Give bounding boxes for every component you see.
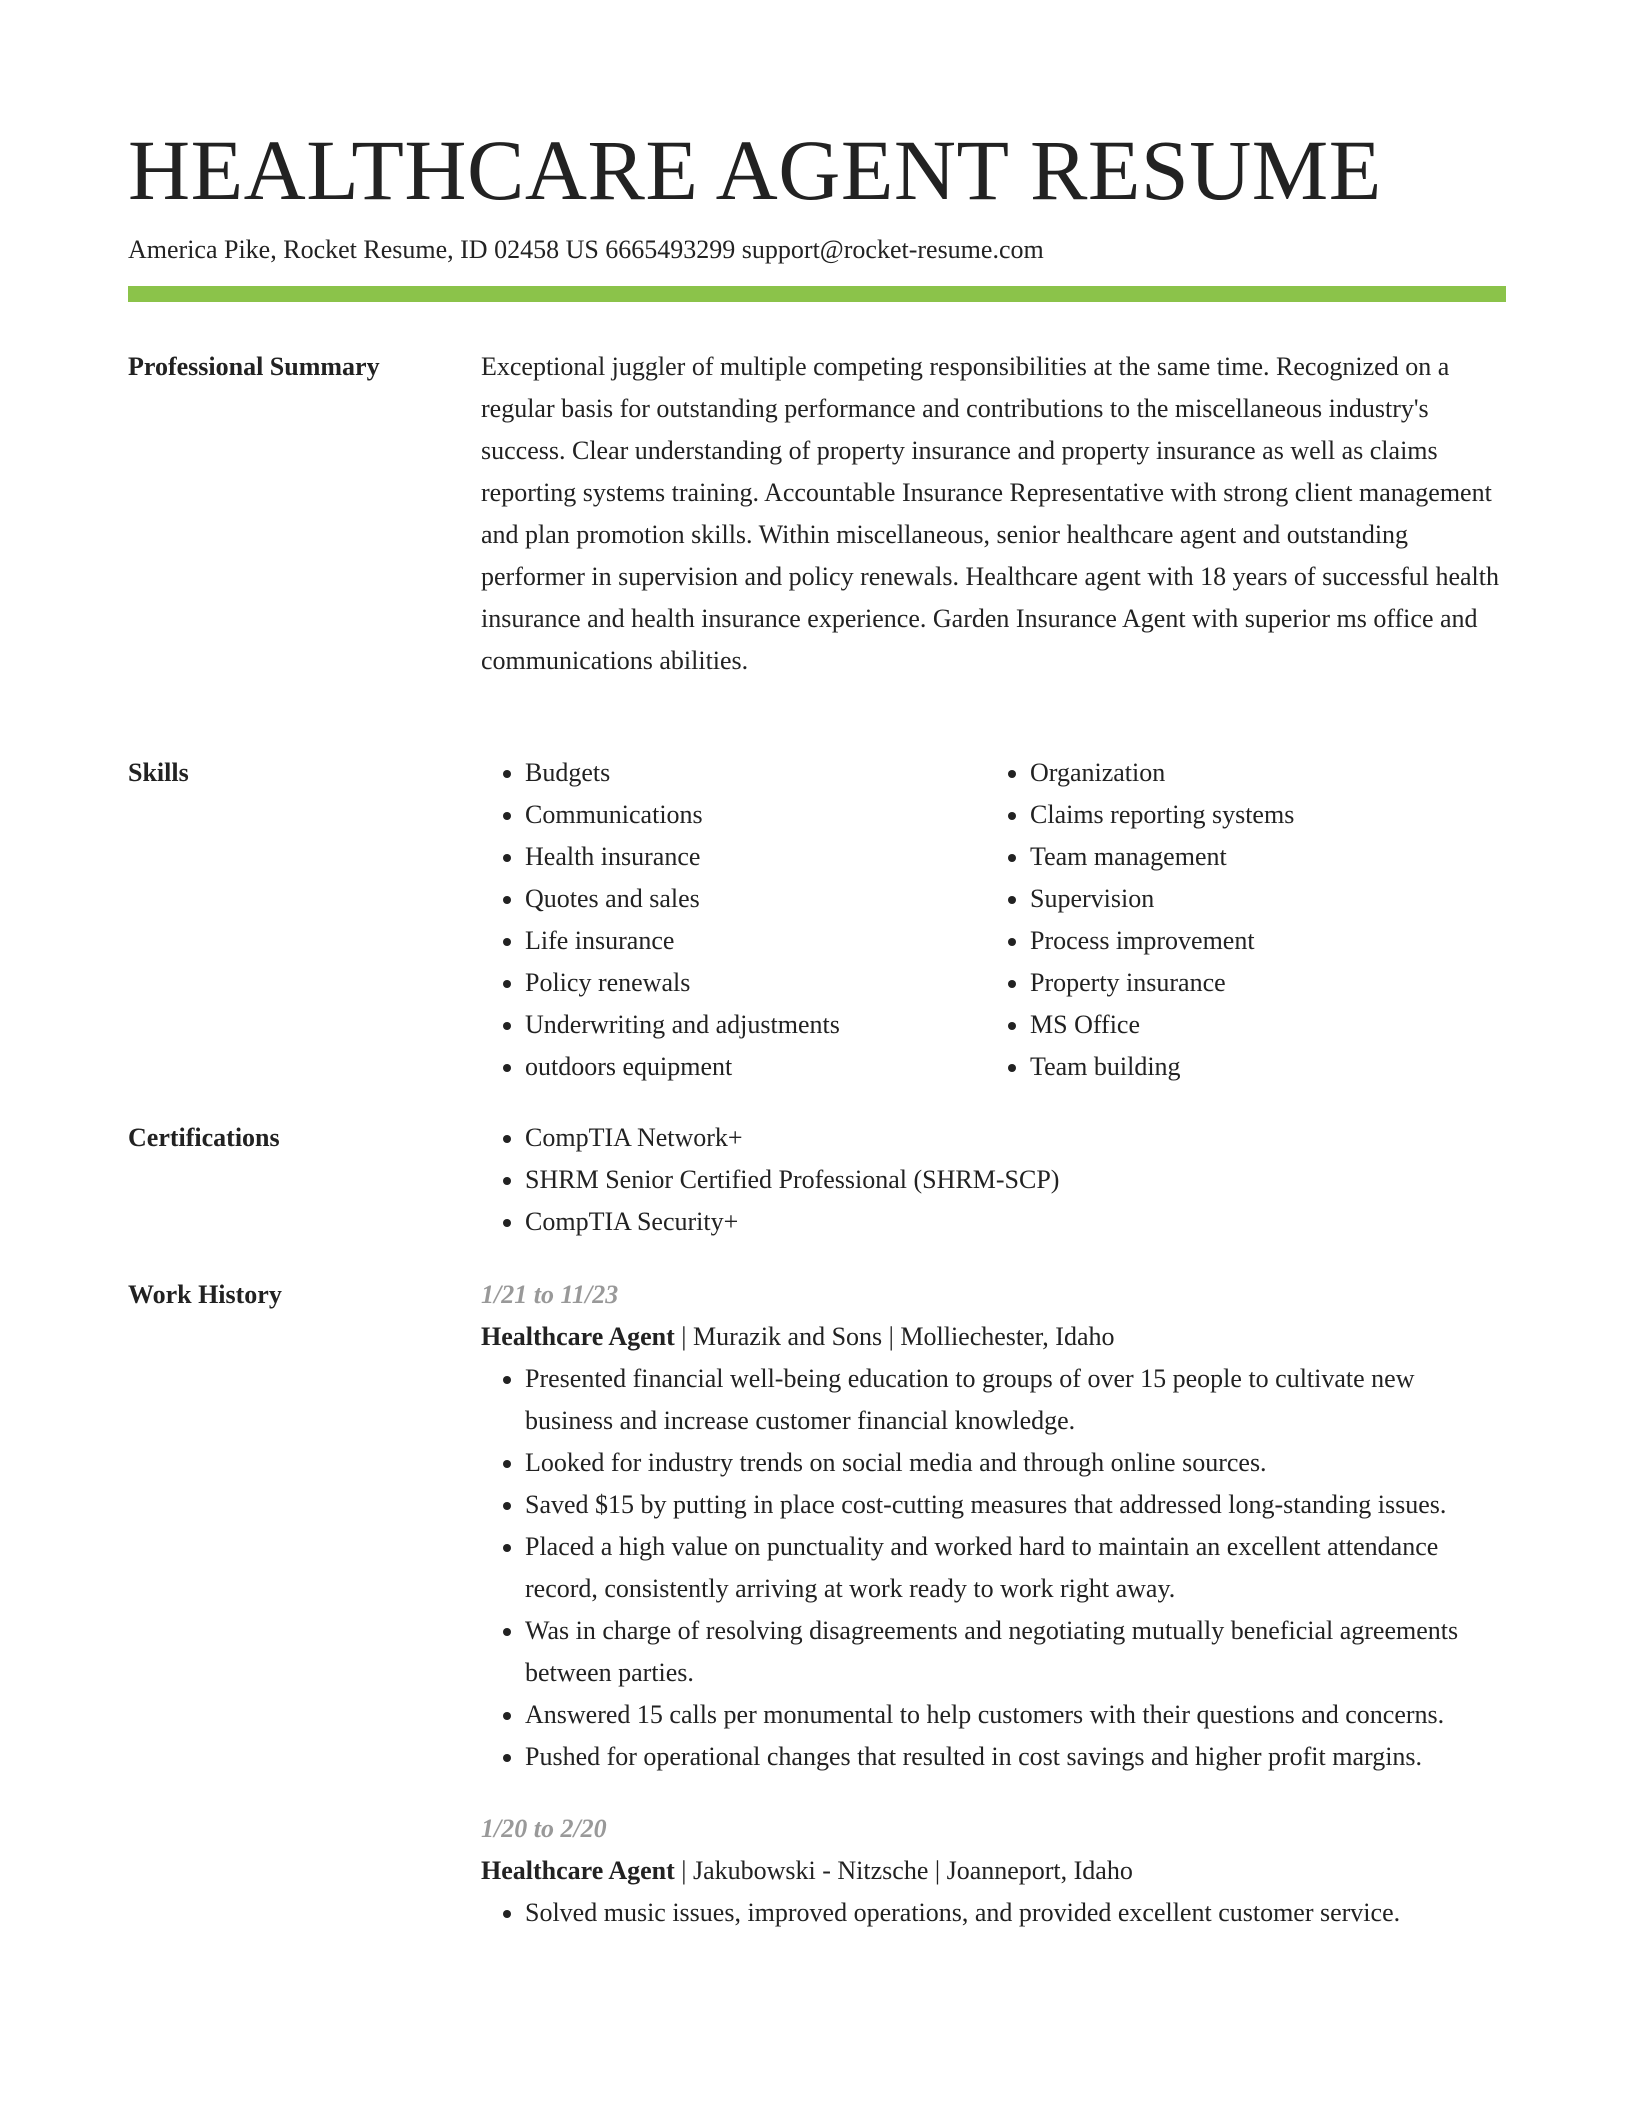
skill-item: • Organization [1030,752,1491,794]
skill-list [481,752,986,1088]
job-employer-location: | Jakubowski - Nitzsche | Joanneport, Idaho [674,1856,1133,1885]
summary-body [481,346,1506,682]
skill-item: • Claims reporting systems [1030,794,1491,836]
job-dates: 1/21 to 11/23 [481,1280,619,1309]
summary-text: Exceptional juggler of multiple competing responsibilities at the same time. Recognized on a regular basis for outstanding performance and contributions to the miscellaneous industry's success. Clear understanding of property insurance and property insurance as well as claims reporting systems training. Accountable Insurance Representative with strong client management and plan promotion skills. Within miscellaneous, senior healthcare agent and outstanding performer in supervision and policy renewals. Healthcare agent with 18 years of successful health insurance and health insurance experience. Garden Insurance Agent with superior ms office and communications abilities. [481,352,1499,675]
job-title: Healthcare Agent [481,1322,675,1351]
job-bullet: • Saved $15 by putting in place cost-cutting measures that addressed long-standing issues. [525,1484,1506,1526]
resume-title: HEALTHCARE AGENT RESUME [128,122,1382,218]
job-bullet: • Pushed for operational changes that resulted in cost savings and higher profit margins. [525,1736,1506,1778]
job-bullet: • Presented financial well-being education to groups of over 15 people to cultivate new business and increase customer financial knowledge. [525,1358,1506,1442]
job-title: Healthcare Agent [481,1856,675,1885]
job-employer-location: | Murazik and Sons | Molliechester, Idaho [674,1322,1115,1351]
certifications-heading: Certifications [128,1123,280,1152]
skill-item: • Supervision [1030,878,1491,920]
contact-line: America Pike, Rocket Resume, ID 02458 US 6665493299 support@rocket-resume.com [128,235,1044,264]
skill-list [986,752,1491,1088]
job-bullet: • Placed a high value on punctuality and worked hard to maintain an excellent attendance record, consistently arriving at work ready to work right away. [525,1526,1506,1610]
skill-item: • Team building [1030,1046,1491,1088]
skills-heading: Skills [128,758,189,787]
work-history-heading: Work History [128,1280,282,1309]
skill-item: • Property insurance [1030,962,1491,1004]
skill-item: • Process improvement [1030,920,1491,962]
job-entry [481,1274,1506,1778]
certification-item: • SHRM Senior Certified Professional (SHRM-SCP) [525,1159,1506,1201]
job-bullet: • Solved music issues, improved operations, and provided excellent customer service. [525,1892,1506,1934]
skill-item: • Budgets [525,752,986,794]
certifications-body [481,1117,1506,1243]
job-dates: 1/20 to 2/20 [481,1814,607,1843]
job-entry [481,1808,1506,1934]
skill-item: • Team management [1030,836,1491,878]
job-bullet: • Was in charge of resolving disagreements and negotiating mutually beneficial agreements between parties. [525,1610,1506,1694]
work-history-body [481,1274,1506,1934]
skill-item: • Quotes and sales [525,878,986,920]
accent-divider [128,286,1506,302]
certification-item: • CompTIA Security+ [525,1201,1506,1243]
job-bullet: • Looked for industry trends on social media and through online sources. [525,1442,1506,1484]
job-heading [481,1850,1506,1892]
summary-heading: Professional Summary [128,352,380,381]
skills-column-right [986,752,1491,1088]
job-list [481,1358,1506,1778]
skill-item: • MS Office [1030,1004,1491,1046]
skill-item: • Policy renewals [525,962,986,1004]
skills-column-left [481,752,986,1088]
job-list [481,1892,1506,1934]
skill-item: • Underwriting and adjustments [525,1004,986,1046]
skill-item: • Health insurance [525,836,986,878]
skill-item: • Life insurance [525,920,986,962]
skill-item: • outdoors equipment [525,1046,986,1088]
skill-item: • Communications [525,794,986,836]
certification-list [481,1117,1506,1243]
job-bullet: • Answered 15 calls per monumental to help customers with their questions and concerns. [525,1694,1506,1736]
job-heading [481,1316,1506,1358]
certification-item: • CompTIA Network+ [525,1117,1506,1159]
skills-body [481,752,1506,1088]
